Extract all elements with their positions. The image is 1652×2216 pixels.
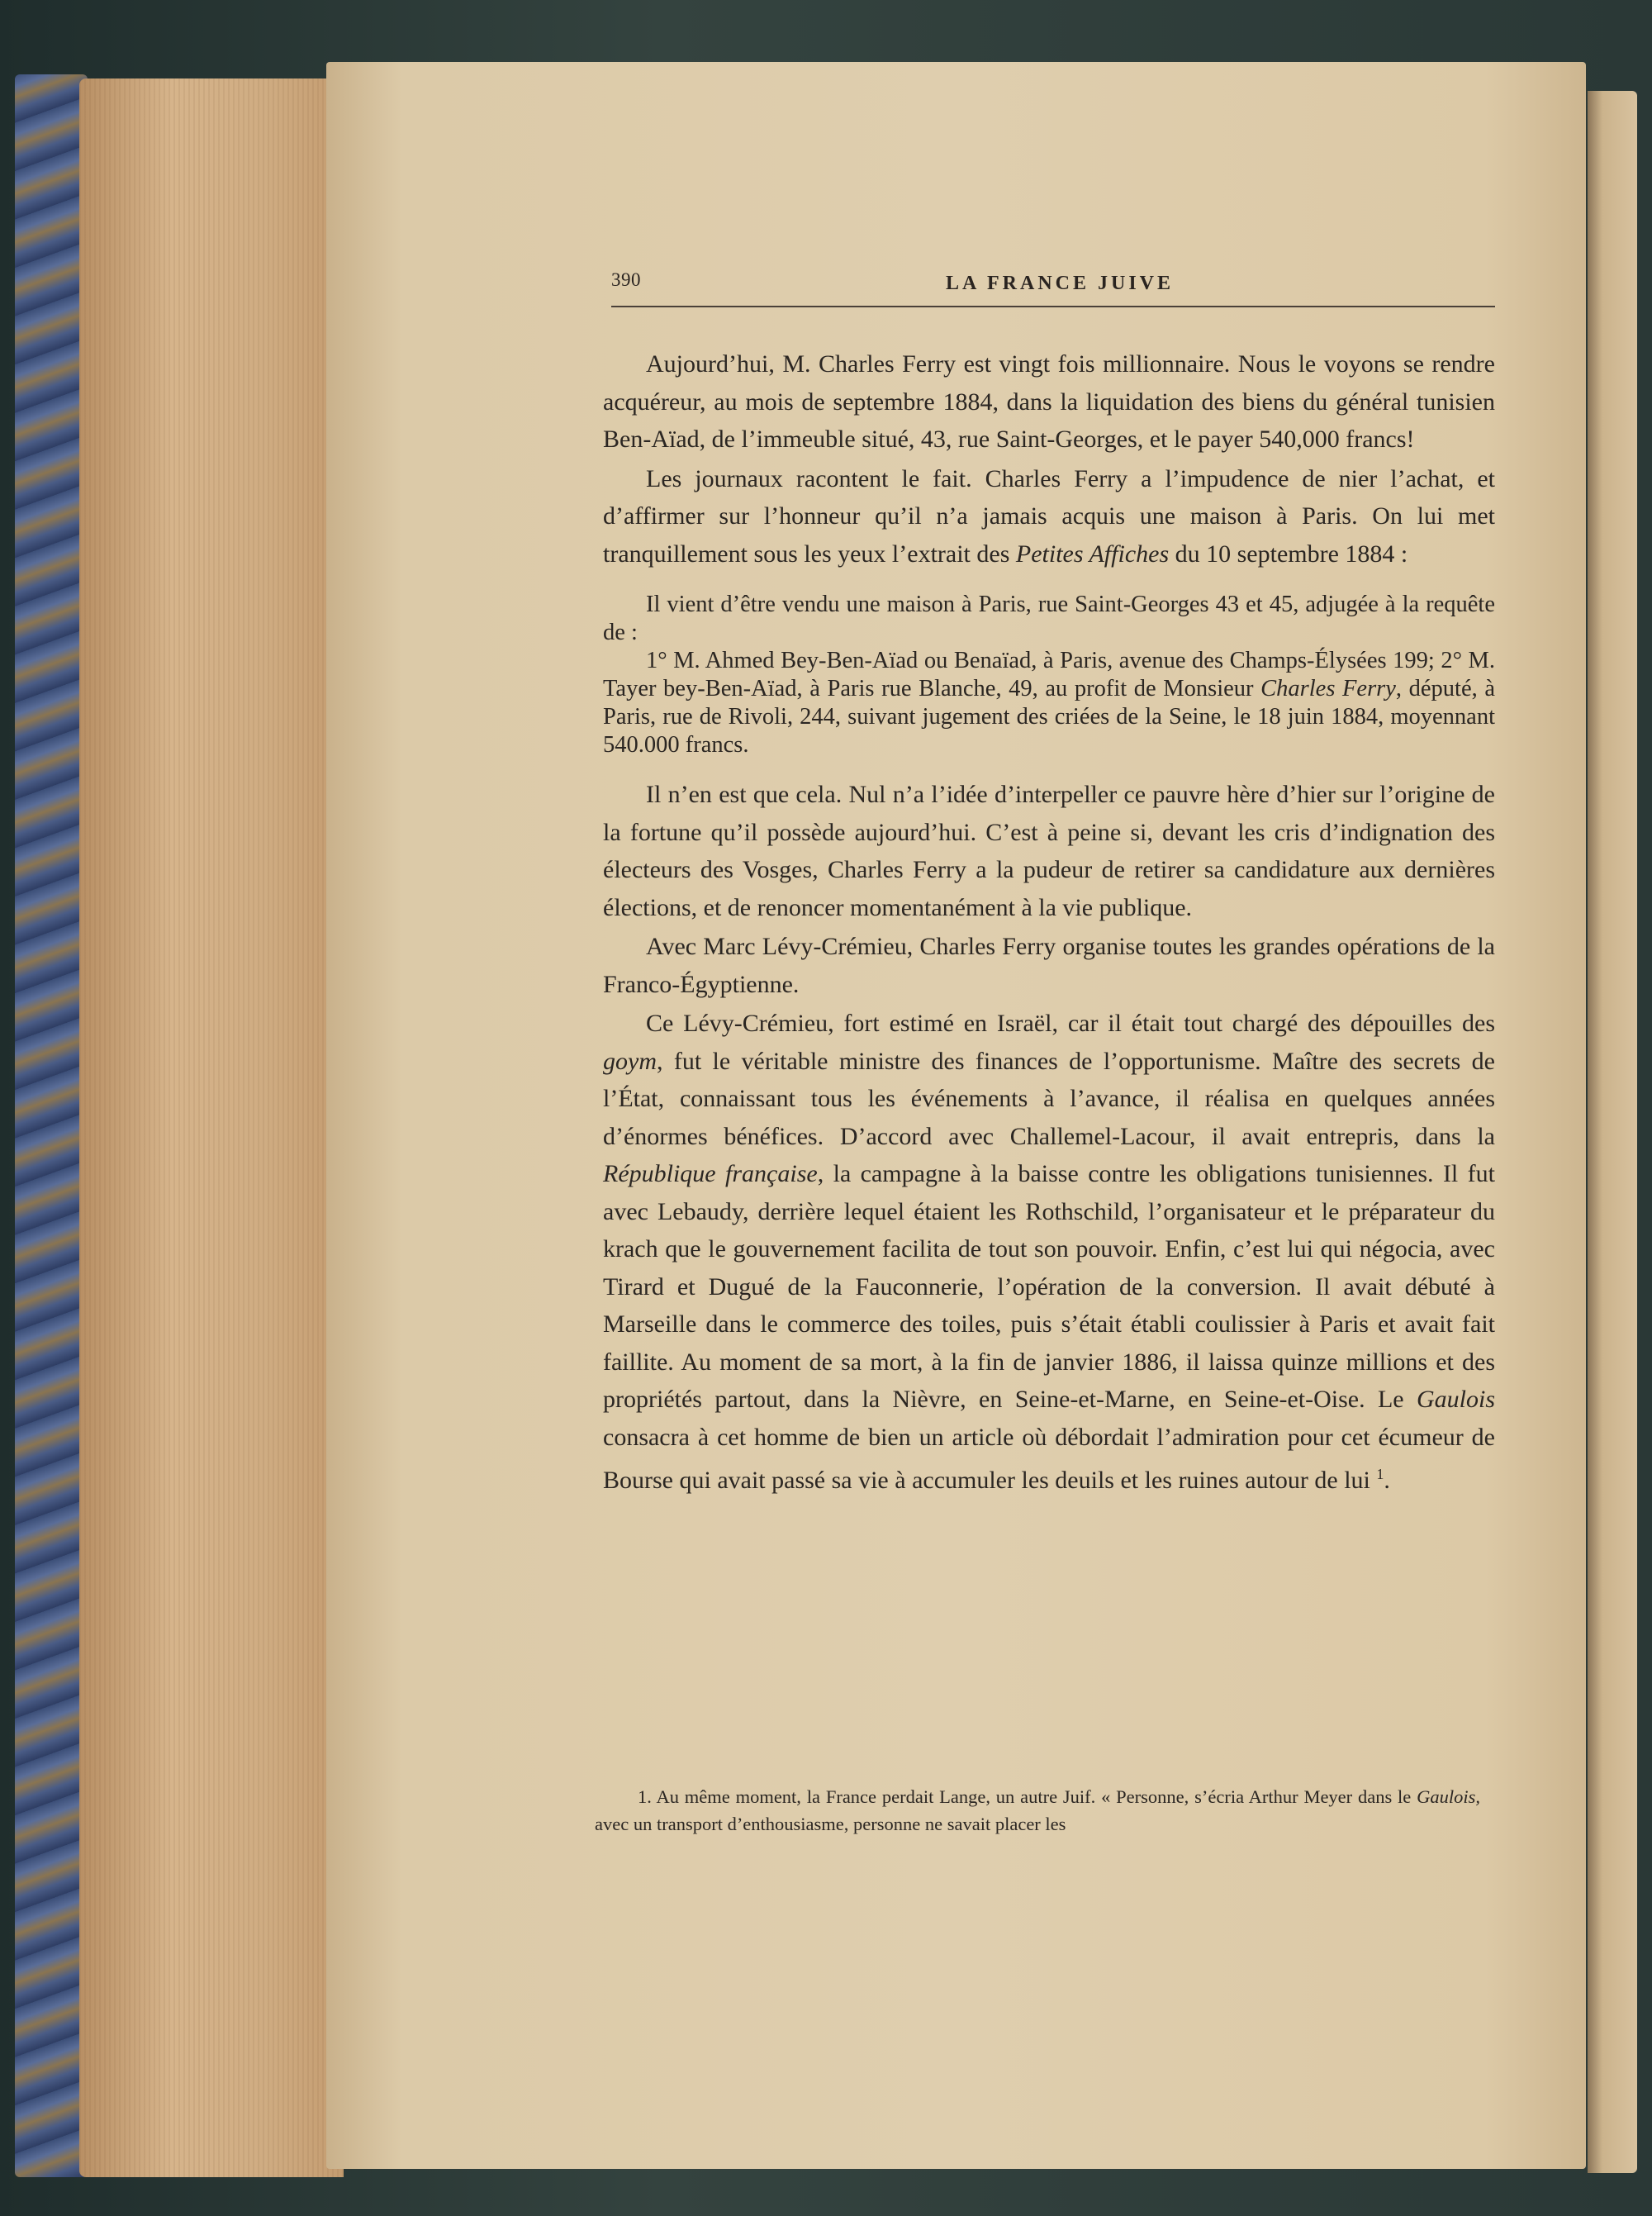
facing-page-edge [1588,91,1637,2173]
paragraph-2-text-b: du 10 septembre 1884 : [1169,540,1408,568]
footnote-text-b: avec un transport d’enthousiasme, personne ne savait placer les [595,1814,1066,1834]
paragraph-5 [603,1005,1495,1500]
running-title: LA FRANCE JUIVE [946,273,1175,294]
paragraph-1: Aujourd’hui, M. Charles Ferry est vingt fois millionnaire. Nous le voyons se rendre acquéreur, au mois de septembre 1884, dans la liquidation des biens du général tunisien Ben-Aïad, de l’immeuble situé, 43, rue Saint-Georges, et le payer 540,000 francs! [603,350,1495,453]
quote-line-2-a: 1° M. Ahmed Bey-Ben-Aïad ou Benaïad, à Paris, avenue des Champs-Élysées 199; 2° M. Tayer bey-Ben-Aïad, à Paris rue Blanche, 49, au profit de Monsieur [603,648,1495,701]
paragraph-5-e: . [1384,1467,1390,1494]
paragraph-5-a: Ce Lévy-Crémieu, fort estimé en Israël, car il était tout chargé des dépouilles des [646,1010,1495,1037]
quote-line-2 [603,647,1495,759]
quote-line-2-b: , député, à Paris, rue de Rivoli, 244, suivant jugement des criées de la Seine, le 18 juin 1884, moyennant 540.000 francs. [603,676,1495,758]
main-text [603,345,1495,1500]
paragraph-2-text-a: Les journaux racontent le fait. Charles Ferry a l’impudence de nier l’achat, et d’affirmer sur l’honneur qu’il n’a jamais acquis une maison à Paris. On lui met tranquillement sous les yeux l’extrait des [603,464,1495,568]
page-stack-texture [79,78,344,2177]
legal-notice-quote [603,591,1495,759]
paragraph-5-b: , fut le véritable ministre des finances de l’opportunisme. Maître des secrets de l’État, connaissant tous les événements à l’avance, il réalisa en quelques années d’énormes bénéfices. D’accord avec Challemel-Lacour, il avait entrepris, dans la [603,1047,1495,1150]
footnote-text-a: 1. Au même moment, la France perdait Lange, un autre Juif. « Personne, s’écria Arthur Meyer dans le [638,1786,1417,1807]
petites-affiches-title: Petites Affiches [1015,540,1170,568]
paragraph-4: Avec Marc Lévy-Crémieu, Charles Ferry organise toutes les grandes opérations de la Franco-Égyptienne. [603,933,1495,998]
paragraph-5-d: consacra à cet homme de bien un article où débordait l’admiration pour cet écumeur de Bourse qui avait passé sa vie à accumuler les deuils et les ruines autour de lui [603,1423,1495,1494]
paragraph-3: Il n’en est que cela. Nul n’a l’idée d’interpeller ce pauvre hère d’hier sur l’origine de la fortune qu’il possède aujourd’hui. C’est à peine si, devant les cris d’indignation des électeurs des Vosges, Charles Ferry a la pudeur de retirer sa candidature aux dernières élections, et de renoncer momentanément à la vie publique. [603,781,1495,921]
paragraph-5-c: , la campagne à la baisse contre les obligations tunisiennes. Il fut avec Lebaudy, derrière lequel étaient les Rothschild, l’organisateur et le préparateur du krach que le gouvernement facilita de tout son pouvoir. Enfin, c’est lui qui négocia, avec Tirard et Dugué de la Fauconnerie, l’opération de la conversion. Il avait débuté à Marseille dans le commerce des toiles, puis s’était établi coulissier à Paris et avait fait faillite. Au moment de sa mort, à la fin de janvier 1886, il laissa quinze millions et des propriétés partout, dans la Nièvre, en Seine-et-Marne, en Seine-et-Oise. Le [603,1160,1496,1413]
footnote [595,1783,1480,1838]
running-head [611,264,1495,307]
republique-francaise-italic: République française [603,1160,818,1187]
footnote-ref: 1 [1376,1466,1384,1482]
goym-italic: goym [603,1047,657,1075]
page-number: 390 [611,269,641,290]
quote-name-italic: Charles Ferry [1260,676,1396,701]
quote-line-1: Il vient d’être vendu une maison à Paris, rue Saint-Georges 43 et 45, adjugée à la requête de : [603,592,1495,645]
marbled-cover-edge [15,74,88,2177]
paragraph-2 [603,460,1495,573]
footnote-gaulois-italic: Gaulois, [1417,1786,1480,1807]
gaulois-italic: Gaulois [1416,1386,1495,1413]
